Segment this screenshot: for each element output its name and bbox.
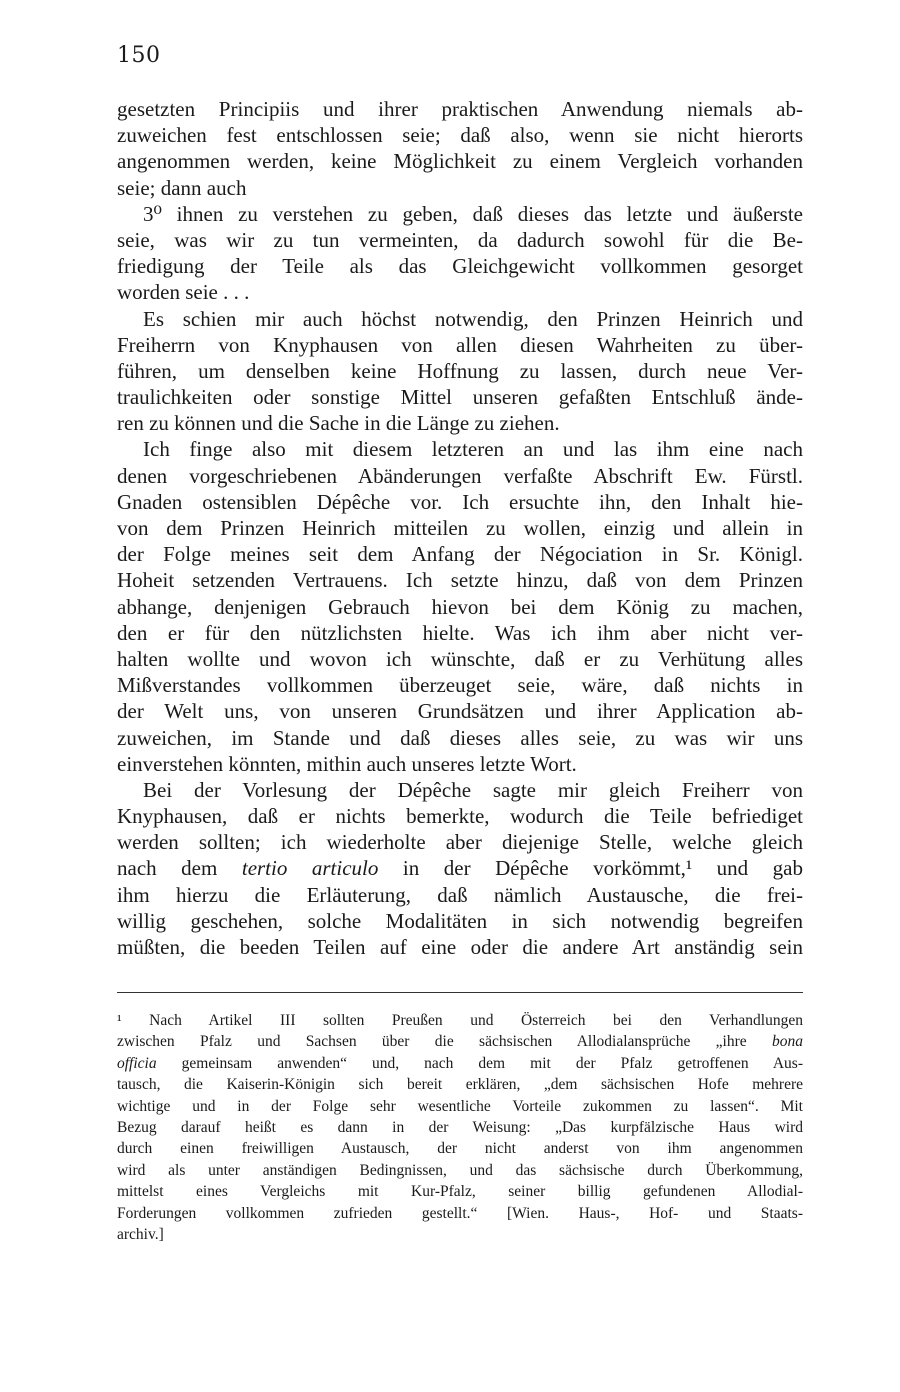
footnote-line: ¹ Nach Artikel III sollten Preußen und Österreich bei den Verhandlungen bbox=[117, 1012, 803, 1029]
body-line: den er für den nützlichsten hielte. Was ich ihm aber nicht ver- bbox=[117, 620, 803, 645]
body-line: Knyphausen, daß er nichts bemerkte, wodurch die Teile befriediget bbox=[117, 804, 803, 829]
body-line-italic: tertio articulo bbox=[241, 856, 379, 881]
body-line: traulichkeiten oder sonstige Mittel unseren gefaßten Entschluß ände- bbox=[117, 385, 803, 410]
body-line: seie; dann auch bbox=[117, 175, 247, 200]
body-line: der Folge meines seit dem Anfang der Négociation in Sr. Königl. bbox=[117, 542, 803, 567]
footnote-line: wird als unter anständigen Bedingnissen, und das sächsische durch Überkommung, bbox=[117, 1161, 803, 1179]
body-line: Gnaden ostensiblen Dépêche vor. Ich ersuchte ihn, den Inhalt hie- bbox=[117, 489, 803, 514]
body-line: Es schien mir auch höchst notwendig, den Prinzen Heinrich und bbox=[143, 306, 803, 331]
body-line: gesetzten Principiis und ihrer praktischen Anwendung niemals ab- bbox=[117, 97, 803, 121]
body-line: halten wollte und wovon ich wünschte, daß er zu Verhütung alles bbox=[117, 646, 803, 671]
body-line: Mißverstandes vollkommen überzeuget seie, wäre, daß nichts in bbox=[117, 673, 803, 698]
body-line bbox=[117, 855, 803, 881]
body-line: ren zu können und die Sache in die Länge zu ziehen. bbox=[117, 411, 560, 436]
body-line: ihm hierzu die Erläuterung, daß nämlich Austausche, die frei- bbox=[117, 882, 803, 907]
body-line: werden sollten; ich wiederholte aber diejenige Stelle, welche gleich bbox=[117, 830, 803, 855]
body-line: von dem Prinzen Heinrich mitteilen zu wollen, einzig und allein in bbox=[117, 516, 803, 540]
body-line: führen, um denselben keine Hoffnung zu lassen, durch neue Ver- bbox=[117, 358, 803, 383]
body-line: worden seie . . . bbox=[117, 280, 250, 305]
footnote-line: Forderungen vollkommen zufrieden gestellt.“ [Wien. Haus-, Hof- und Staats- bbox=[117, 1204, 803, 1222]
page-number: 150 bbox=[117, 43, 161, 68]
footnote-line-italic: bona bbox=[772, 1033, 803, 1051]
footnote-line: durch einen freiwilligen Austausch, der nicht anderst von ihm angenommen bbox=[117, 1140, 803, 1158]
body-line-text: nach dem bbox=[117, 856, 242, 881]
footnote-divider bbox=[117, 992, 803, 993]
footnote-line: wichtige und in der Folge sehr wesentliche Vorteile zukommen zu lassen“. Mit bbox=[117, 1097, 803, 1115]
body-line: einverstehen könnten, mithin auch unseres letzte Wort. bbox=[117, 751, 577, 776]
footnote-line-italic: officia bbox=[117, 1054, 157, 1072]
body-line: Bei der Vorlesung der Dépêche sagte mir gleich Freiherr von bbox=[143, 777, 803, 802]
body-line: seie, was wir zu tun vermeinten, da dadurch sowohl für die Be- bbox=[117, 227, 803, 252]
body-line: zuweichen fest entschlossen seie; daß also, wenn sie nicht hierorts bbox=[117, 123, 803, 148]
body-line: willig geschehen, solche Modalitäten in sich notwendig begreifen bbox=[117, 908, 803, 933]
footnote-line: tausch, die Kaiserin-Königin sich bereit erklären, „dem sächsischen Hofe mehrere bbox=[117, 1076, 803, 1094]
body-line: 3⁰ ihnen zu verstehen zu geben, daß dieses das letzte und äußerste bbox=[143, 201, 803, 226]
body-line: angenommen werden, keine Möglichkeit zu einem Vergleich vorhanden bbox=[117, 149, 803, 174]
body-line: Freiherrn von Knyphausen von allen diesen Wahrheiten zu über- bbox=[117, 332, 803, 357]
footnote-line: mittelst eines Vergleichs mit Kur-Pfalz, seiner billig gefundenen Allodial- bbox=[117, 1183, 803, 1201]
footnote-line bbox=[117, 1053, 803, 1074]
body-line: Ich finge also mit diesem letzteren an und las ihm eine nach bbox=[143, 437, 803, 462]
body-line: denen vorgeschriebenen Abänderungen verfaßte Abschrift Ew. Fürstl. bbox=[117, 463, 803, 488]
body-line-text: in der Dépêche vorkömmt,¹ und gab bbox=[378, 856, 804, 881]
body-line: Hoheit setzenden Vertrauens. Ich setzte hinzu, daß von dem Prinzen bbox=[117, 568, 803, 593]
body-line: abhange, denjenigen Gebrauch hievon bei dem König zu machen, bbox=[117, 594, 803, 619]
body-line: der Welt uns, von unseren Grundsätzen und ihrer Application ab- bbox=[117, 699, 803, 724]
body-line: friedigung der Teile als das Gleichgewicht vollkommen gesorget bbox=[117, 254, 803, 279]
body-line: zuweichen, im Stande und daß dieses alles seie, zu was wir uns bbox=[117, 725, 803, 750]
main-text bbox=[117, 96, 803, 960]
footnotes bbox=[117, 1010, 803, 1245]
footnote-line-text: zwischen Pfalz und Sachsen über die sächsischen Allodialansprüche „ihre bbox=[117, 1033, 772, 1051]
body-line: müßten, die beeden Teilen auf eine oder die andere Art anständig sein bbox=[117, 935, 803, 959]
footnote-line: archiv.] bbox=[117, 1225, 164, 1243]
footnote-line bbox=[117, 1031, 803, 1052]
footnote-line-text: gemeinsam anwenden“ und, nach dem mit der Pfalz getroffenen Aus- bbox=[156, 1054, 803, 1072]
footnote-line: Bezug darauf heißt es dann in der Weisung: „Das kurpfälzische Haus wird bbox=[117, 1118, 803, 1136]
